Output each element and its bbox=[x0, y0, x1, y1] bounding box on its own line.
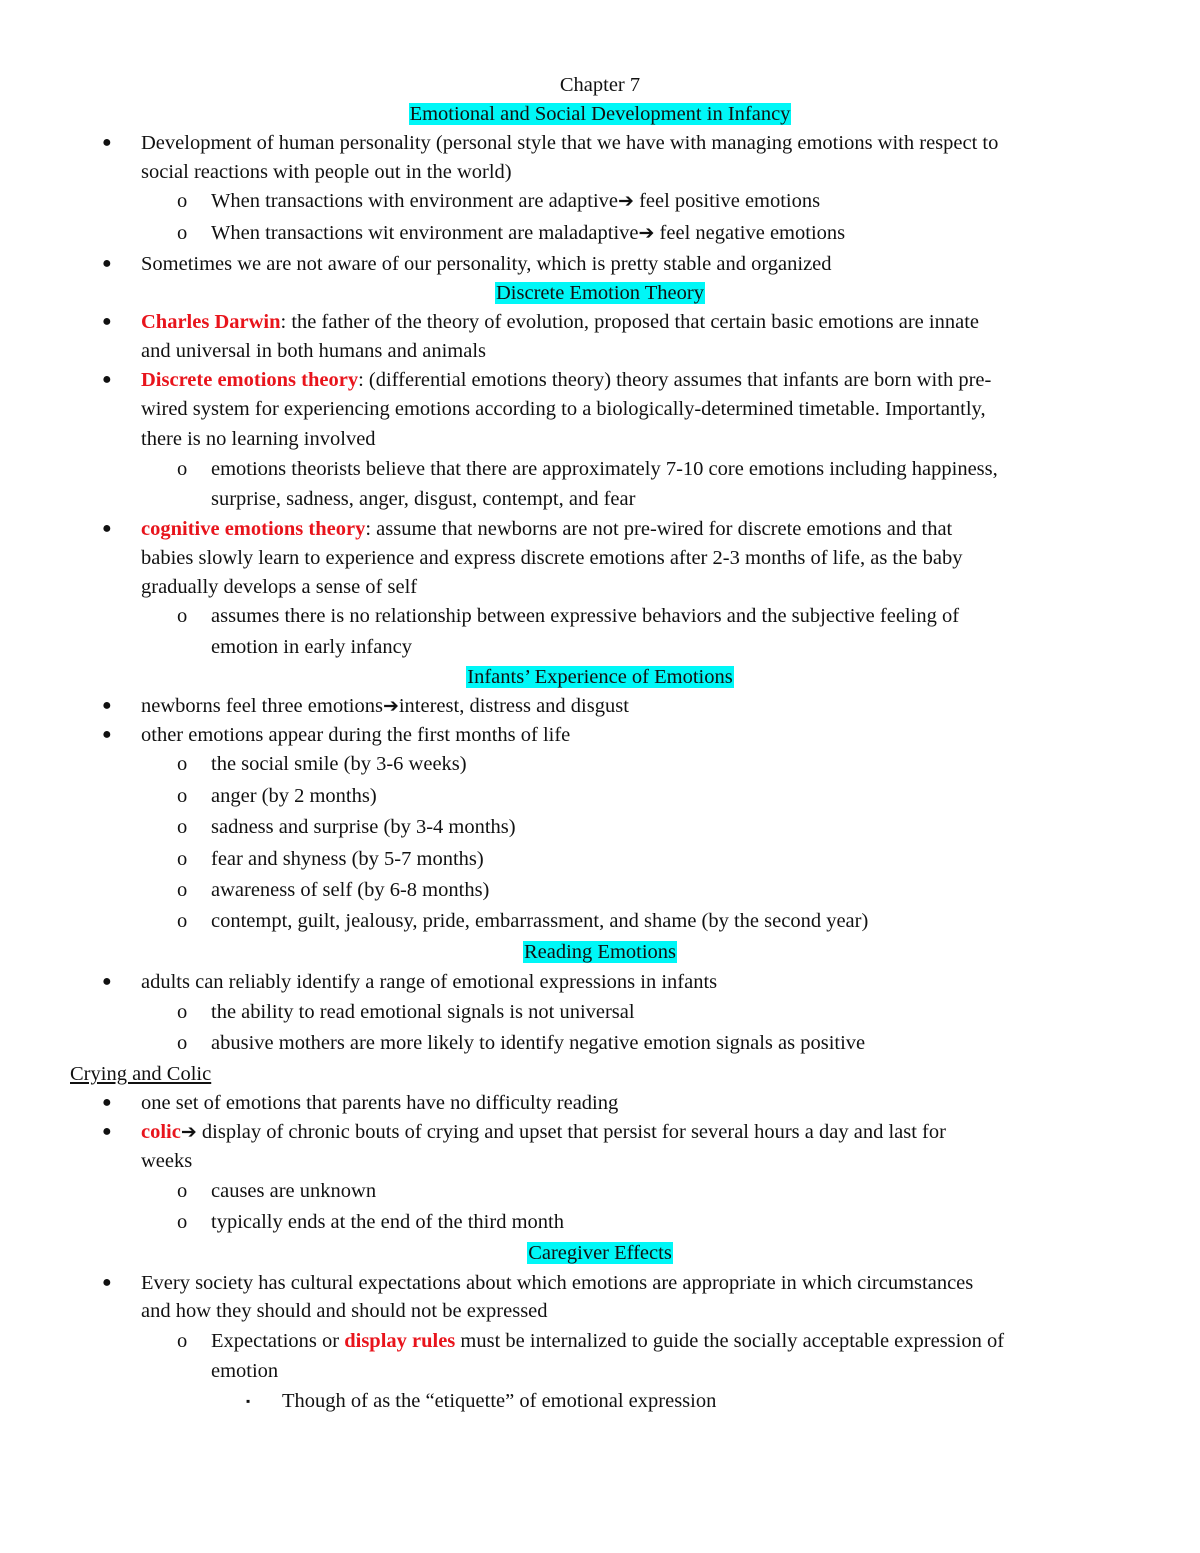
section-heading bbox=[70, 662, 1130, 692]
bullet-marker: ● bbox=[102, 1094, 112, 1111]
arrow-icon: ➔ bbox=[382, 695, 399, 717]
sub-marker: o bbox=[177, 1032, 188, 1054]
highlighted-heading: Infants’ Experience of Emotions bbox=[467, 666, 733, 688]
key-term: Charles Darwin bbox=[141, 311, 281, 333]
bullet-marker: ● bbox=[102, 973, 112, 990]
chapter-title: Chapter 7 bbox=[559, 74, 641, 96]
subsection-heading: Crying and Colic bbox=[70, 1063, 212, 1085]
sub-marker: o bbox=[177, 879, 188, 901]
bullet-marker: ● bbox=[102, 1274, 112, 1291]
sub-marker: o bbox=[177, 785, 188, 807]
sub-marker: o bbox=[177, 190, 188, 212]
highlighted-heading: Reading Emotions bbox=[523, 941, 677, 963]
key-term: cognitive emotions theory bbox=[141, 518, 366, 540]
highlighted-heading: Discrete Emotion Theory bbox=[496, 282, 704, 304]
section-heading bbox=[70, 278, 1130, 308]
sub-marker: o bbox=[177, 1180, 188, 1202]
sub-marker: o bbox=[177, 458, 188, 480]
sub-marker: o bbox=[177, 753, 188, 775]
bullet-marker: ● bbox=[102, 1123, 112, 1140]
section-heading bbox=[70, 1238, 1130, 1268]
arrow-icon: ➔ bbox=[180, 1121, 197, 1143]
key-term: colic bbox=[141, 1121, 181, 1143]
highlighted-heading: Caregiver Effects bbox=[528, 1242, 672, 1264]
highlighted-heading: Emotional and Social Development in Infancy bbox=[409, 103, 791, 125]
section-heading bbox=[70, 99, 1130, 129]
key-term: display rules bbox=[344, 1330, 456, 1352]
key-term: Discrete emotions theory bbox=[141, 369, 359, 391]
sub-marker: o bbox=[177, 605, 188, 627]
sub-marker: o bbox=[177, 1211, 188, 1233]
sub-marker: o bbox=[177, 816, 188, 838]
sub-marker: o bbox=[177, 848, 188, 870]
bullet-marker: ● bbox=[102, 520, 112, 537]
sub-marker: o bbox=[177, 1330, 188, 1352]
arrow-icon: ➔ bbox=[638, 222, 655, 244]
bullet-marker: ● bbox=[102, 255, 112, 272]
sub-marker: o bbox=[177, 1001, 188, 1023]
bullet-marker: ● bbox=[102, 134, 112, 151]
arrow-icon: ➔ bbox=[618, 190, 634, 212]
sub-marker: o bbox=[177, 910, 188, 932]
bullet-marker: ● bbox=[102, 371, 112, 388]
bullet-marker: ● bbox=[102, 726, 112, 743]
bullet-marker: ● bbox=[102, 313, 112, 330]
bullet-marker: ● bbox=[102, 697, 112, 714]
square-marker: ▪ bbox=[246, 1394, 251, 1408]
sub-marker: o bbox=[177, 222, 188, 244]
section-heading bbox=[70, 937, 1130, 967]
